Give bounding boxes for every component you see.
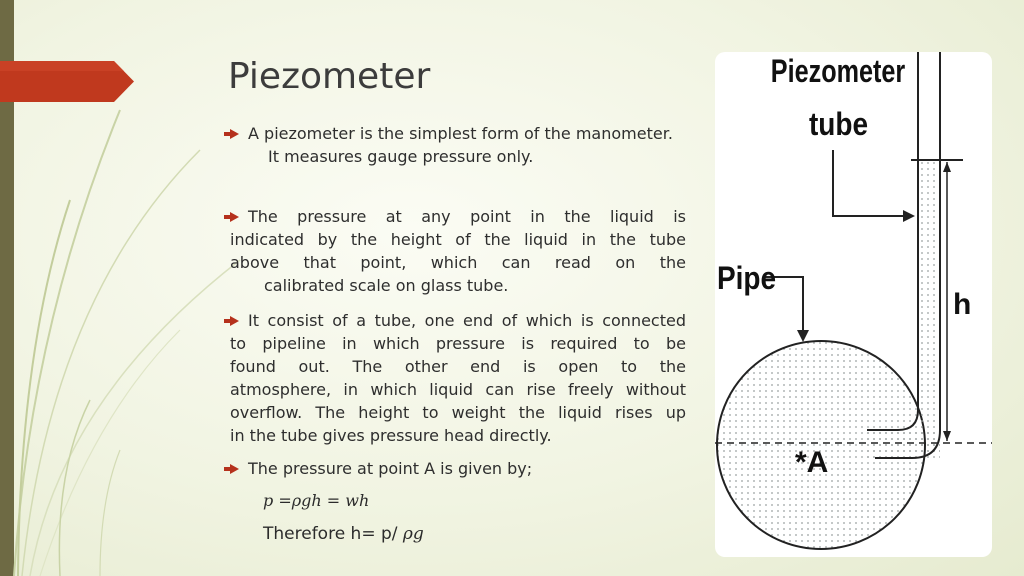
bullet-3-line-1: It consist of a tube, one end of which is connected xyxy=(248,311,686,330)
bullet-3-line-2: to pipeline in which pressure is required to be xyxy=(230,334,686,353)
arrow-bullet-icon xyxy=(230,212,239,222)
bullet-2-line-2: indicated by the height of the liquid in the tube xyxy=(230,230,686,249)
label-tube: tube xyxy=(809,107,869,143)
piezometer-diagram xyxy=(715,52,992,557)
tube-liquid xyxy=(918,162,940,452)
label-point-a: *A xyxy=(795,446,829,479)
therefore-formula xyxy=(263,524,424,544)
bullet-4-text: The pressure at point A is given by; xyxy=(248,459,533,478)
bullet-1 xyxy=(230,122,673,168)
label-pipe: Pipe xyxy=(717,261,777,297)
bullet-4 xyxy=(230,457,532,480)
bullet-3-line-3: found out. The other end is open to the xyxy=(230,357,686,376)
bullet-2-line-4: calibrated scale on glass tube. xyxy=(264,276,509,295)
arrow-bullet-icon xyxy=(230,316,239,326)
arrow-bullet-icon xyxy=(230,464,239,474)
label-piezometer: Piezometer xyxy=(770,54,906,90)
bullet-3-line-6: in the tube gives pressure head directly. xyxy=(230,426,552,445)
slide-title: Piezometer xyxy=(228,56,431,97)
therefore-rho-g: ρg xyxy=(402,524,424,544)
label-h: h xyxy=(953,288,972,321)
arrow-bullet-icon xyxy=(230,129,239,139)
bullet-1-line-1: A piezometer is the simplest form of the manometer. xyxy=(248,124,673,143)
bullet-3-line-5: overflow. The height to weight the liquid rises up xyxy=(230,403,686,422)
bullet-2 xyxy=(230,205,686,297)
bullet-2-line-1: The pressure at any point in the liquid is xyxy=(248,207,686,226)
bullet-1-line-2: It measures gauge pressure only. xyxy=(268,147,534,166)
therefore-prefix: Therefore h= p/ xyxy=(263,524,403,544)
pressure-formula: p =ρgh = wh xyxy=(263,491,370,510)
bullet-2-line-3: above that point, which can read on the xyxy=(230,253,686,272)
bullet-3 xyxy=(230,309,686,447)
tube-label-arrow xyxy=(833,150,905,216)
bullet-3-line-4: atmosphere, in which liquid can rise freely without xyxy=(230,380,686,399)
title-accent-banner xyxy=(0,61,134,102)
piezometer-diagram-svg xyxy=(715,52,992,557)
